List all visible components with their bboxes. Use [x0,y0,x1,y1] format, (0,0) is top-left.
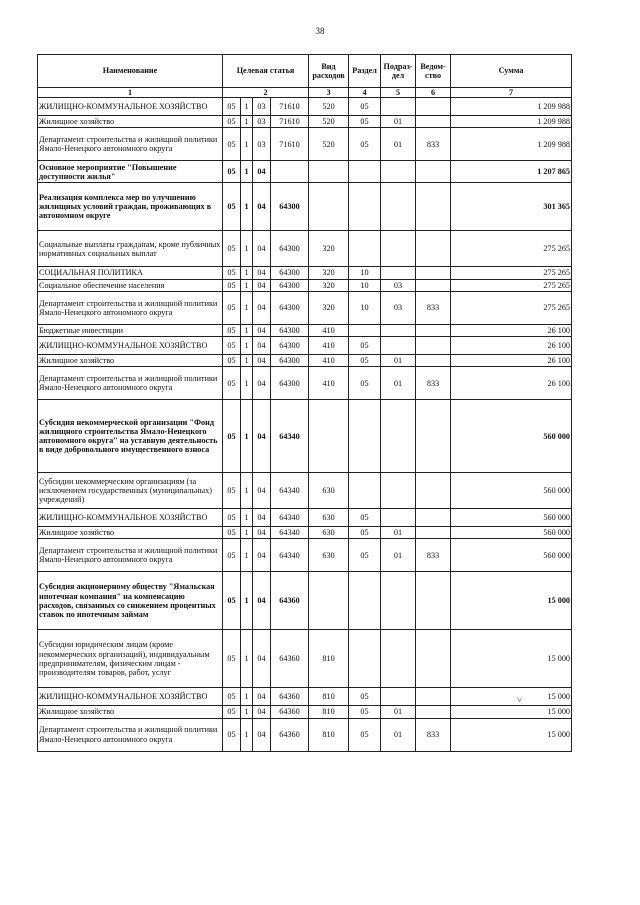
cell-vid: 320 [309,291,349,324]
column-number: 1 [38,88,223,98]
cell-name: Департамент строительства и жилищной политики Ямало-Ненецкого автономного округа [38,718,223,751]
cell-pod: 01 [381,527,416,539]
cell-t3: 04 [253,354,271,366]
cell-t1: 05 [223,688,241,706]
cell-pod: 03 [381,291,416,324]
cell-vid: 630 [309,509,349,527]
cell-t1: 05 [223,279,241,291]
cell-vid: 810 [309,706,349,718]
cell-t4: 64360 [271,718,309,751]
cell-ved [416,161,451,183]
cell-t4: 71610 [271,128,309,161]
table-row [38,367,572,400]
cell-pod [381,473,416,509]
cell-t3: 04 [253,688,271,706]
cell-t2: 1 [241,630,253,688]
cell-pod [381,183,416,231]
cell-pod: 01 [381,116,416,128]
column-number: 4 [349,88,381,98]
cell-ved: 833 [416,128,451,161]
cell-name: ЖИЛИЩНО-КОММУНАЛЬНОЕ ХОЗЯЙСТВО [38,98,223,116]
cell-t1: 05 [223,630,241,688]
cell-t4: 64300 [271,336,309,354]
cell-t3: 04 [253,718,271,751]
cell-raz: 05 [349,688,381,706]
header-razdel: Раздел [349,55,381,88]
page-number: 38 [315,26,325,36]
cell-t3: 04 [253,473,271,509]
cell-t4: 64340 [271,539,309,572]
header-row [38,55,572,88]
cell-t4: 64360 [271,688,309,706]
cell-t2: 1 [241,291,253,324]
cell-sum: 26 100 [451,324,572,336]
cell-ved [416,473,451,509]
cell-ved: 833 [416,539,451,572]
column-number: 3 [309,88,349,98]
cell-vid: 810 [309,630,349,688]
cell-t3: 04 [253,367,271,400]
cell-t1: 05 [223,128,241,161]
cell-sum: 275 265 [451,231,572,267]
cell-pod [381,688,416,706]
cell-t3: 04 [253,630,271,688]
cell-t1: 05 [223,400,241,473]
cell-t4: 64300 [271,367,309,400]
cell-ved [416,354,451,366]
scan-mark: ˅ [517,695,523,705]
cell-vid: 630 [309,539,349,572]
cell-t1: 05 [223,354,241,366]
table-row [38,183,572,231]
cell-ved [416,509,451,527]
cell-t4: 64300 [271,183,309,231]
cell-vid: 630 [309,527,349,539]
cell-pod [381,572,416,630]
table-row [38,539,572,572]
cell-t4: 64340 [271,527,309,539]
cell-raz [349,473,381,509]
cell-t3: 03 [253,128,271,161]
cell-raz [349,400,381,473]
header-vedomstvo: Ведом-ство [416,55,451,88]
cell-t2: 1 [241,367,253,400]
cell-pod: 01 [381,128,416,161]
cell-t1: 05 [223,291,241,324]
budget-table [37,54,572,752]
column-number: 5 [381,88,416,98]
cell-raz: 10 [349,291,381,324]
cell-t3: 04 [253,291,271,324]
table-row [38,400,572,473]
cell-t1: 05 [223,336,241,354]
cell-t2: 1 [241,509,253,527]
cell-sum: 1 209 988 [451,98,572,116]
cell-vid: 320 [309,267,349,279]
cell-ved [416,267,451,279]
cell-ved: 833 [416,367,451,400]
cell-sum: 560 000 [451,509,572,527]
cell-name: Реализация комплекса мер по улучшению жилищных условий граждан, проживающих в автономном округе [38,183,223,231]
cell-pod [381,400,416,473]
cell-sum: 15 000 [451,630,572,688]
table-row [38,473,572,509]
cell-vid: 410 [309,367,349,400]
cell-name: Жилищное хозяйство [38,527,223,539]
cell-pod: 01 [381,354,416,366]
table-row [38,527,572,539]
cell-raz [349,324,381,336]
cell-t3: 04 [253,706,271,718]
cell-ved [416,688,451,706]
cell-raz: 05 [349,367,381,400]
cell-sum: 275 265 [451,279,572,291]
cell-t4: 64340 [271,509,309,527]
cell-t3: 03 [253,116,271,128]
cell-pod [381,267,416,279]
table-row [38,279,572,291]
cell-sum: 15 000 [451,718,572,751]
cell-t2: 1 [241,400,253,473]
cell-name: ЖИЛИЩНО-КОММУНАЛЬНОЕ ХОЗЯЙСТВО [38,336,223,354]
table-row [38,128,572,161]
cell-t4: 64340 [271,400,309,473]
cell-t2: 1 [241,572,253,630]
cell-t1: 05 [223,367,241,400]
cell-ved [416,116,451,128]
cell-t2: 1 [241,354,253,366]
cell-sum: 26 100 [451,336,572,354]
cell-ved [416,324,451,336]
cell-t3: 04 [253,527,271,539]
cell-raz [349,630,381,688]
cell-name: ЖИЛИЩНО-КОММУНАЛЬНОЕ ХОЗЯЙСТВО [38,688,223,706]
cell-t2: 1 [241,98,253,116]
cell-t1: 05 [223,183,241,231]
cell-vid [309,400,349,473]
cell-ved [416,630,451,688]
cell-sum: 1 209 988 [451,116,572,128]
cell-raz: 05 [349,527,381,539]
cell-sum: 15 000 [451,706,572,718]
cell-sum: 1 209 988 [451,128,572,161]
cell-t4: 64300 [271,279,309,291]
cell-raz: 05 [349,116,381,128]
cell-ved [416,279,451,291]
cell-t1: 05 [223,527,241,539]
cell-t2: 1 [241,336,253,354]
header-target: Целевая статья [223,55,309,88]
cell-t2: 1 [241,183,253,231]
cell-sum: 560 000 [451,473,572,509]
cell-ved [416,231,451,267]
cell-t4: 64300 [271,231,309,267]
cell-vid: 320 [309,279,349,291]
cell-t1: 05 [223,572,241,630]
cell-t3: 04 [253,161,271,183]
cell-name: Субсидии некоммерческим организациям (за исключением государственных (муниципальных) учреждений) [38,473,223,509]
cell-t1: 05 [223,161,241,183]
cell-raz [349,572,381,630]
cell-t1: 05 [223,509,241,527]
cell-sum: 15 000 [451,572,572,630]
cell-t1: 05 [223,473,241,509]
cell-sum: 301 365 [451,183,572,231]
cell-ved [416,400,451,473]
cell-t1: 05 [223,718,241,751]
cell-name: Департамент строительства и жилищной политики Ямало-Ненецкого автономного округа [38,367,223,400]
cell-sum: 1 207 865 [451,161,572,183]
cell-pod [381,630,416,688]
cell-t2: 1 [241,231,253,267]
cell-sum: 560 000 [451,400,572,473]
cell-pod: 01 [381,718,416,751]
cell-t3: 04 [253,231,271,267]
cell-pod: 01 [381,367,416,400]
cell-vid: 630 [309,473,349,509]
cell-t2: 1 [241,473,253,509]
table-row [38,688,572,706]
header-podrazdel: Подраз-дел [381,55,416,88]
cell-t3: 04 [253,324,271,336]
cell-pod [381,161,416,183]
cell-pod: 03 [381,279,416,291]
column-number: 2 [223,88,309,98]
cell-t2: 1 [241,324,253,336]
cell-sum: 560 000 [451,539,572,572]
cell-t3: 04 [253,336,271,354]
cell-sum: 26 100 [451,354,572,366]
cell-raz: 05 [349,706,381,718]
cell-vid: 410 [309,324,349,336]
cell-vid: 810 [309,688,349,706]
cell-raz: 05 [349,509,381,527]
cell-t1: 05 [223,539,241,572]
cell-name: Субсидия акционерному обществу "Ямальская ипотечная компания" на компенсацию расходов, связанных со снижением процентных ставок по ипотечным займам [38,572,223,630]
table-row [38,324,572,336]
header-summa: Сумма [451,55,572,88]
cell-vid: 520 [309,98,349,116]
cell-t1: 05 [223,231,241,267]
cell-sum: 275 265 [451,291,572,324]
column-number-row [38,88,572,98]
cell-t4: 71610 [271,116,309,128]
cell-vid: 410 [309,354,349,366]
table-row [38,630,572,688]
cell-pod [381,336,416,354]
cell-sum: 15 000 [451,688,572,706]
cell-t3: 04 [253,509,271,527]
cell-t4: 64360 [271,630,309,688]
cell-t2: 1 [241,267,253,279]
cell-name: Социальные выплаты гражданам, кроме публичных нормативных социальных выплат [38,231,223,267]
cell-pod [381,509,416,527]
cell-pod [381,324,416,336]
cell-name: ЖИЛИЩНО-КОММУНАЛЬНОЕ ХОЗЯЙСТВО [38,509,223,527]
cell-raz: 05 [349,336,381,354]
cell-t2: 1 [241,279,253,291]
cell-name: Основное мероприятие "Повышение доступности жилья" [38,161,223,183]
cell-t4 [271,161,309,183]
cell-name: Департамент строительства и жилищной политики Ямало-Ненецкого автономного округа [38,128,223,161]
table-row [38,116,572,128]
table-row [38,354,572,366]
cell-vid [309,161,349,183]
header-name: Наименование [38,55,223,88]
cell-raz: 05 [349,718,381,751]
cell-name: Жилищное хозяйство [38,116,223,128]
cell-t1: 05 [223,324,241,336]
cell-t1: 05 [223,267,241,279]
table-row [38,98,572,116]
column-number: 7 [451,88,572,98]
cell-raz: 10 [349,279,381,291]
cell-t2: 1 [241,161,253,183]
cell-t2: 1 [241,116,253,128]
cell-t4: 64300 [271,324,309,336]
table-row [38,706,572,718]
cell-t4: 64300 [271,267,309,279]
cell-raz: 05 [349,98,381,116]
cell-t2: 1 [241,718,253,751]
cell-t4: 64340 [271,473,309,509]
cell-t2: 1 [241,706,253,718]
cell-pod: 01 [381,706,416,718]
cell-vid: 810 [309,718,349,751]
cell-sum: 275 265 [451,267,572,279]
cell-raz [349,231,381,267]
table-row [38,161,572,183]
cell-name: Департамент строительства и жилищной политики Ямало-Ненецкого автономного округа [38,539,223,572]
cell-vid [309,572,349,630]
cell-t2: 1 [241,688,253,706]
cell-ved [416,572,451,630]
cell-sum: 560 000 [451,527,572,539]
cell-pod: 01 [381,539,416,572]
cell-t3: 04 [253,400,271,473]
cell-name: Жилищное хозяйство [38,354,223,366]
cell-vid: 410 [309,336,349,354]
column-number: 6 [416,88,451,98]
table-row [38,336,572,354]
cell-raz: 05 [349,128,381,161]
cell-t3: 04 [253,267,271,279]
cell-t2: 1 [241,527,253,539]
cell-t2: 1 [241,128,253,161]
cell-t4: 71610 [271,98,309,116]
table-row [38,291,572,324]
cell-t1: 05 [223,98,241,116]
cell-t3: 04 [253,539,271,572]
cell-name: Субсидия некоммерческой организации "Фонд жилищного строительства Ямало-Ненецкого автономного округа" на уставную деятельность в виде добровольного имущественного взноса [38,400,223,473]
cell-name: Бюджетные инвестиции [38,324,223,336]
cell-raz: 05 [349,539,381,572]
table-row [38,231,572,267]
cell-t1: 05 [223,116,241,128]
cell-ved [416,98,451,116]
table-row [38,718,572,751]
cell-ved [416,706,451,718]
cell-raz [349,161,381,183]
cell-t4: 64360 [271,572,309,630]
cell-vid: 520 [309,116,349,128]
cell-raz [349,183,381,231]
header-vid: Вид расходов [309,55,349,88]
cell-vid [309,183,349,231]
cell-name: Субсидии юридическим лицам (кроме некоммерческих организаций), индивидуальным предпринимателям, физическим лицам - производителям товаров, работ, услуг [38,630,223,688]
cell-ved: 833 [416,718,451,751]
cell-name: Социальное обеспечение населения [38,279,223,291]
cell-pod [381,231,416,267]
cell-t1: 05 [223,706,241,718]
table-row [38,509,572,527]
cell-sum: 26 100 [451,367,572,400]
cell-vid: 320 [309,231,349,267]
cell-pod [381,98,416,116]
table-row [38,267,572,279]
cell-name: СОЦИАЛЬНАЯ ПОЛИТИКА [38,267,223,279]
cell-vid: 520 [309,128,349,161]
cell-t4: 64300 [271,291,309,324]
cell-t4: 64360 [271,706,309,718]
cell-t3: 04 [253,572,271,630]
cell-ved: 833 [416,291,451,324]
cell-t3: 03 [253,98,271,116]
cell-name: Департамент строительства и жилищной политики Ямало-Ненецкого автономного округа [38,291,223,324]
cell-t3: 04 [253,183,271,231]
cell-t3: 04 [253,279,271,291]
cell-t2: 1 [241,539,253,572]
cell-ved [416,183,451,231]
table-row [38,572,572,630]
cell-ved [416,527,451,539]
cell-ved [416,336,451,354]
cell-raz: 05 [349,354,381,366]
cell-raz: 10 [349,267,381,279]
cell-name: Жилищное хозяйство [38,706,223,718]
cell-t4: 64300 [271,354,309,366]
